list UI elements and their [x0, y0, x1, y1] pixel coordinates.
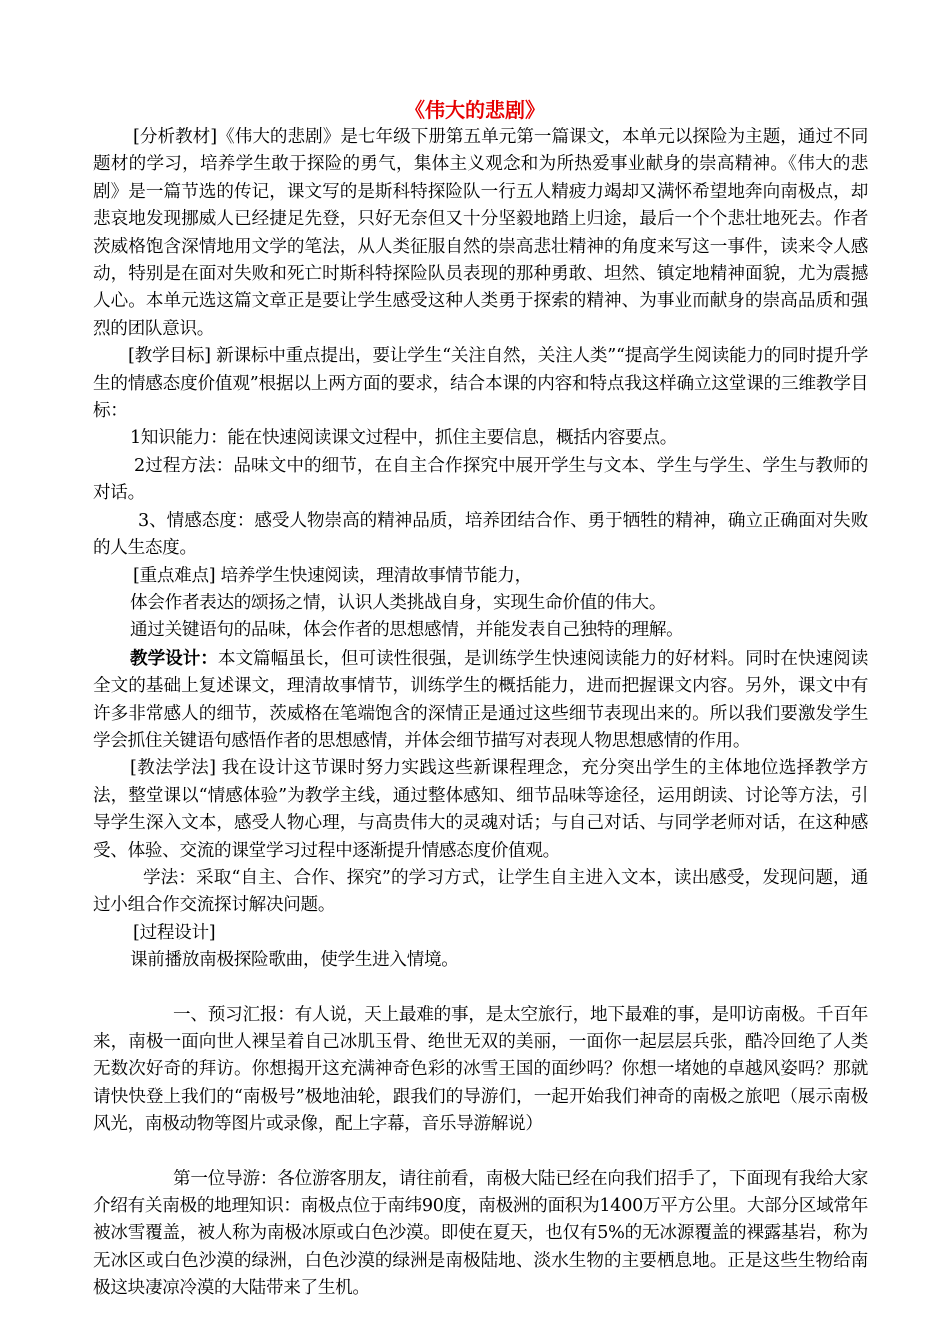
paragraph-spacer [93, 975, 868, 1002]
paragraph-text: 课前播放南极探险歌曲，使学生进入情境。 [130, 950, 459, 971]
body-paragraph [93, 617, 868, 644]
paragraph-text: [分析教材]《伟大的悲剧》是七年级下册第五单元第一篇课文，本单元以探险为主题，通过不同题材的学习，培养学生敢于探险的勇气，集体主义观念和为所热爱事业献身的崇高精神。《伟大的悲剧》是一篇节选的传记，课文写的是斯科特探险队一行五人精疲力竭却又满怀希望地奔向南极点，却悲哀地发现挪威人已经捷足先登，只好无奈但又十分坚毅地踏上归途，最后一个个悲壮地死去。作者茨威格饱含深情地用文学的笔法，从人类征服自然的崇高悲壮精神的角度来写这一事件，读来令人感动，特别是在面对失败和死亡时斯科特探险队员表现的那种勇敢、坦然、镇定地精神面貌，尤为震撼人心。本单元选这篇文章正是要让学生感受这种人类勇于探索的精神、为事业而献身的崇高品质和强烈的团队意识。 [93, 127, 868, 339]
body-paragraph [93, 755, 868, 865]
body-paragraph [93, 590, 868, 617]
paragraph-text: 通过关键语句的品味，体会作者的思想感情，并能发表自己独特的理解。 [130, 620, 684, 641]
body-paragraph [93, 508, 868, 563]
body-paragraph [93, 343, 868, 425]
document-body [93, 124, 868, 1303]
paragraph-text: 2过程方法：品味文中的细节，在自主合作探究中展开学生与文本、学生与学生、学生与教师的对话。 [93, 455, 868, 504]
paragraph-text: 3、情感态度：感受人物崇高的精神品质，培养团结合作、勇于牺牲的精神，确立正确面对失败的人生态度。 [93, 510, 868, 559]
paragraph-text: 学法：采取“自主、合作、探究”的学习方式，让学生自主进入文本，读出感受，发现问题，通过小组合作交流探讨解决问题。 [93, 867, 868, 916]
body-paragraph [93, 920, 868, 947]
body-paragraph [93, 124, 868, 343]
body-paragraph [93, 947, 868, 974]
document-title: 《伟大的悲剧》 [405, 98, 545, 122]
body-paragraph [93, 645, 868, 756]
paragraph-text: 一、预习汇报：有人说，天上最难的事，是太空旅行，地下最难的事，是叩访南极。千百年来，南极一面向世人裸呈着自己冰肌玉骨、绝世无双的美丽，一面你一起层层兵张，酷冷回绝了人类无数次好奇的拜访。你想揭开这充满神奇色彩的冰雪王国的面纱吗？你想一堵她的卓越风姿吗？那就请快快登上我们的“南极号”极地油轮，跟我们的导游们，一起开始我们神奇的南极之旅吧（展示南极风光，南极动物等图片或录像，配上字幕，音乐导游解说） [93, 1004, 868, 1135]
body-paragraph [93, 865, 868, 920]
paragraph-spacer [93, 1139, 868, 1166]
paragraph-text: [过程设计] [133, 922, 216, 943]
paragraph-text: [重点难点] 培养学生快速阅读，理清故事情节能力， [133, 565, 532, 586]
paragraph-text: 本文篇幅虽长，但可读性很强，是训练学生快速阅读能力的好材料。同时在快速阅读全文的基础上复述课文，理清故事情节，训练学生的概括能力，进而把握课文内容。另外，课文中有许多非常感人的细节，茨威格在笔端饱含的深情正是通过这些细节表现出来的。所以我们要激发学生学会抓住关键语句感悟作者的思想感情，并体会细节描写对表现人物思想感情的作用。 [93, 648, 868, 751]
paragraph-label: 教学设计： [130, 647, 218, 669]
paragraph-text: 体会作者表达的颂扬之情，认识人类挑战自身，实现生命价值的伟大。 [130, 592, 667, 613]
body-paragraph [93, 425, 868, 452]
body-paragraph [93, 1166, 868, 1303]
body-paragraph [93, 563, 868, 590]
paragraph-text: [教法学法] 我在设计这节课时努力实践这些新课程理念，充分突出学生的主体地位选择教学方法，整堂课以“情感体验”为教学主线，通过整体感知、细节品味等途径，运用朗读、讨论等方法，引导学生深入文本，感受人物心理，与高贵伟大的灵魂对话；与自己对话、与同学老师对话，在这种感受、体验、交流的课堂学习过程中逐渐提升情感态度价值观。 [93, 758, 868, 861]
paragraph-text: [教学目标] 新课标中重点提出，要让学生“关注自然，关注人类”“提高学生阅读能力的同时提升学生的情感态度价值观”根据以上两方面的要求，结合本课的内容和特点我这样确立这堂课的三维教学目标： [93, 346, 868, 422]
body-paragraph [93, 453, 868, 508]
body-paragraph [93, 1002, 868, 1139]
paragraph-text: 第一位导游：各位游客朋友，请往前看，南极大陆已经在向我们招手了，下面现有我给大家介绍有关南极的地理知识：南极点位于南纬90度，南极洲的面积为1400万平方公里。大部分区域常年被冰雪覆盖，被人称为南极冰原或白色沙漠。即使在夏天，也仅有5%的无冰源覆盖的裸露基岩，称为无冰区或白色沙漠的绿洲，白色沙漠的绿洲是南极陆地、淡水生物的主要栖息地。正是这些生物给南极这块凄凉冷漠的大陆带来了生机。 [93, 1168, 868, 1299]
paragraph-text: 1知识能力：能在快速阅读课文过程中，抓住主要信息，概括内容要点。 [130, 428, 678, 449]
